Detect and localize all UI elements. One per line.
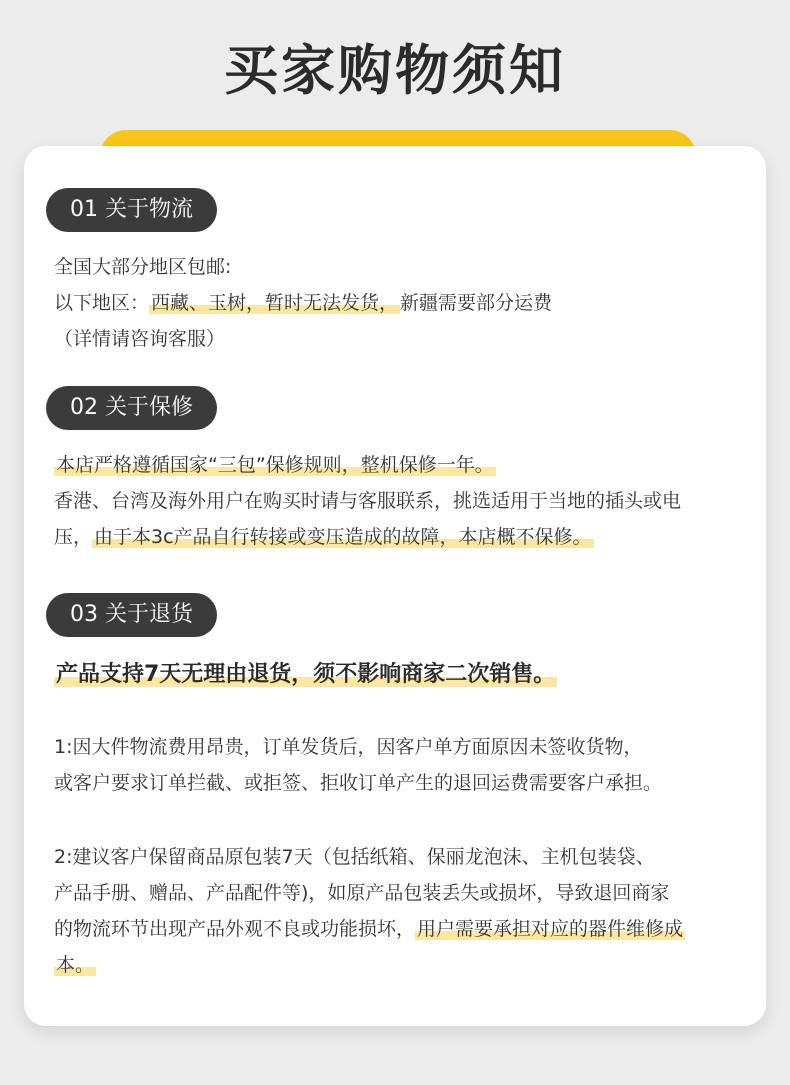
notice-card: [24, 146, 766, 1026]
logistics-line-2: 以下地区： 西藏、玉树，暂时无法发货， 新疆需要部分运费: [54, 292, 553, 314]
warranty-highlight-1: 本店严格遵循国家“三包”保修规则，整机保修一年。: [56, 454, 494, 476]
section-heading-returns: 03 关于退货: [46, 593, 217, 637]
section-heading-logistics: 01 关于物流: [46, 188, 217, 232]
page-title: 买家购物须知: [224, 39, 566, 102]
warranty-line-3: 压， 由于本3c产品自行转接或变压造成的故障，本店概不保修。: [54, 526, 592, 548]
logistics-line-1: 全国大部分地区包邮:: [54, 256, 232, 278]
returns-highlight-2: 本。: [56, 954, 95, 976]
warranty-line-1: [54, 450, 496, 480]
returns-emphasis: 产品支持7天无理由退货，须不影响商家二次销售。: [56, 662, 556, 687]
logistics-highlight: 西藏、玉树，暂时无法发货，: [151, 292, 399, 314]
returns-line-6: [54, 950, 96, 980]
returns-line-2: 或客户要求订单拦截、或拒签、拒收订单产生的退回运费需要客户承担。: [54, 772, 663, 794]
returns-line-5: 的物流环节出现产品外观不良或功能损坏， 用户需要承担对应的器件维修成: [54, 918, 684, 940]
logistics-line-3: （详情请咨询客服）: [54, 328, 226, 350]
section-heading-warranty: 02 关于保修: [46, 386, 217, 430]
returns-line-1: 1:因大件物流费用昂贵，订单发货后，因客户单方面原因未签收货物，: [54, 736, 643, 758]
returns-line-4: 产品手册、赠品、产品配件等)，如原产品包装丢失或损坏，导致退回商家: [54, 882, 670, 904]
returns-highlight-1: 用户需要承担对应的器件维修成: [417, 918, 684, 940]
warranty-line-2: 香港、台湾及海外用户在购买时请与客服联系，挑选适用于当地的插头或电: [54, 490, 682, 512]
warranty-highlight-2: 由于本3c产品自行转接或变压造成的故障，本店概不保修。: [94, 526, 592, 548]
returns-line-3: 2:建议客户保留商品原包装7天（包括纸箱、保丽龙泡沫、主机包装袋、: [54, 846, 655, 868]
